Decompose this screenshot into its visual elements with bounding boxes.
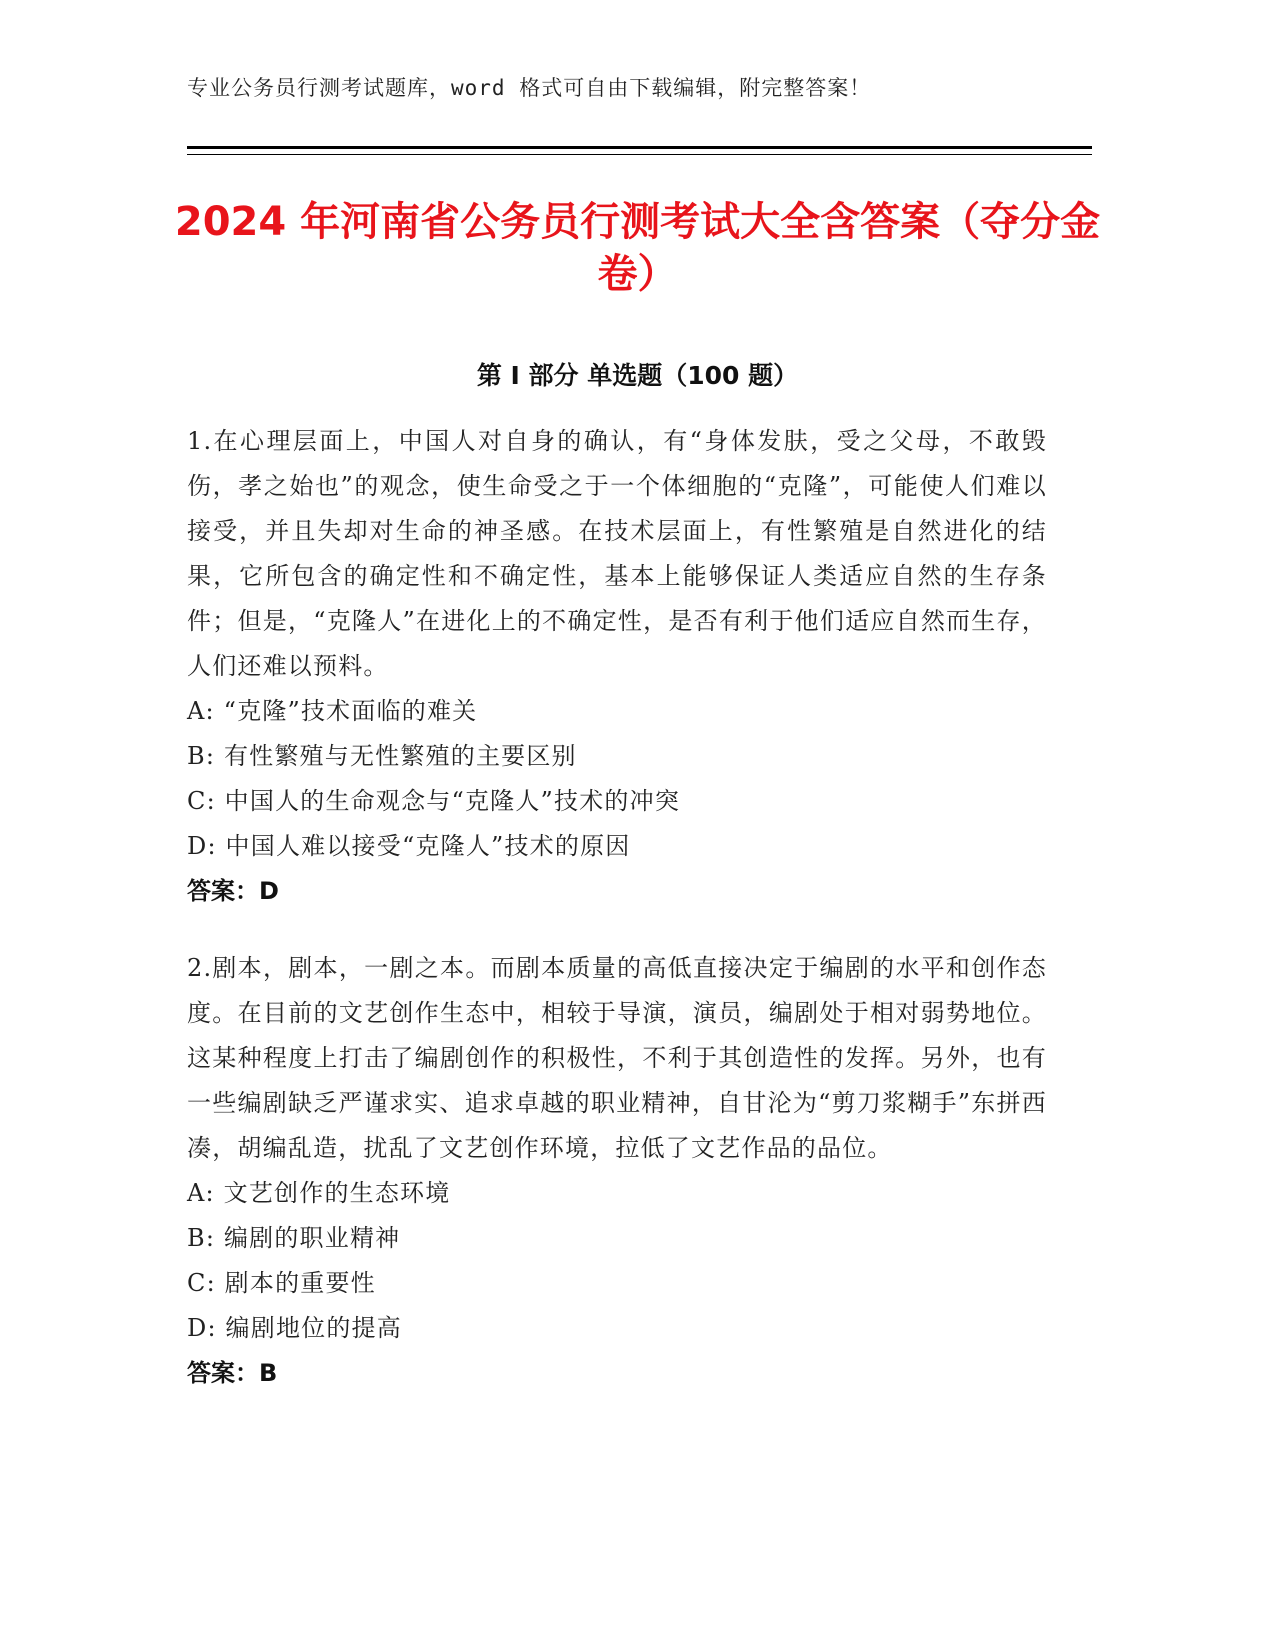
option-c: C: 剧本的重要性: [187, 1269, 376, 1297]
option-d: D: 中国人难以接受“克隆人”技术的原因: [187, 832, 631, 860]
question-stem: 1.在心理层面上，中国人对自身的确认，有“身体发肤，受之父母，不敢毁伤，孝之始也”的观念，使生命受之于一个体细胞的“克隆”，可能使人们难以接受，并且失却对生命的神圣感。在技术层面上，有性繁殖是自然进化的结果，它所包含的确定性和不确定性，基本上能够保证人类适应自然的生存条件；但是，“克隆人”在进化上的不确定性，是否有利于他们适应自然而生存，人们还难以预料。: [187, 427, 1047, 680]
header-note: 专业公务员行测考试题库，word 格式可自由下载编辑，附完整答案！: [187, 76, 872, 100]
header-rule-thin: [187, 154, 1092, 155]
option-a: A: 文艺创作的生态环境: [187, 1179, 451, 1207]
option-d: D: 编剧地位的提高: [187, 1314, 402, 1342]
section-title: 第 I 部分 单选题（100 题）: [476, 361, 799, 390]
answer: 答案：D: [187, 877, 279, 905]
option-c: C: 中国人的生命观念与“克隆人”技术的冲突: [187, 787, 681, 815]
question-2: [187, 946, 1047, 1396]
question-1: [187, 419, 1047, 914]
header-rule-thick: [187, 146, 1092, 149]
option-b: B: 有性繁殖与无性繁殖的主要区别: [187, 742, 577, 770]
document-title: 2024 年河南省公务员行测考试大全含答案（夺分金卷）: [174, 199, 1101, 297]
answer: 答案：B: [187, 1359, 278, 1387]
option-b: B: 编剧的职业精神: [187, 1224, 401, 1252]
question-stem: 2.剧本，剧本，一剧之本。而剧本质量的高低直接决定于编剧的水平和创作态度。在目前的文艺创作生态中，相较于导演，演员，编剧处于相对弱势地位。这某种程度上打击了编剧创作的积极性，不利于其创造性的发挥。另外，也有一些编剧缺乏严谨求实、追求卓越的职业精神，自甘沦为“剪刀浆糊手”东拼西凑，胡编乱造，扰乱了文艺创作环境，拉低了文艺作品的品位。: [187, 954, 1047, 1162]
option-a: A: “克隆”技术面临的难关: [187, 697, 478, 725]
